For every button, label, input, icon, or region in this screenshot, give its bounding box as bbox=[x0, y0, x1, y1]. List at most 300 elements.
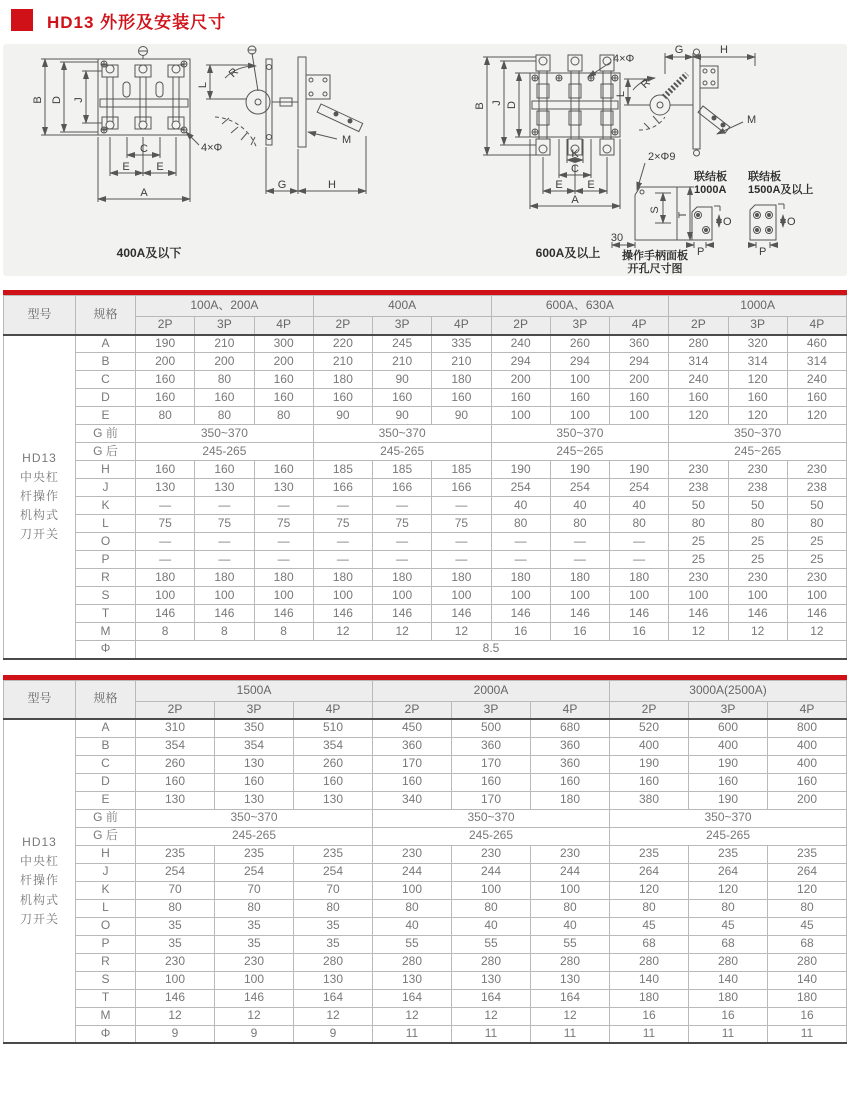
value-cell: 400 bbox=[768, 755, 847, 773]
value-cell: — bbox=[254, 497, 313, 515]
dim-label-L2: L bbox=[615, 90, 627, 98]
spec-cell: K bbox=[76, 497, 136, 515]
value-cell: 230 bbox=[215, 953, 294, 971]
value-cell: 130 bbox=[215, 755, 294, 773]
value-cell: 75 bbox=[195, 515, 254, 533]
value-cell: 120 bbox=[787, 407, 846, 425]
value-cell: 160 bbox=[136, 389, 195, 407]
value-cell: 9 bbox=[215, 1025, 294, 1043]
value-cell: 180 bbox=[491, 569, 550, 587]
value-cell: 400 bbox=[768, 737, 847, 755]
value-cell: 11 bbox=[689, 1025, 768, 1043]
header-pole-count: 4P bbox=[254, 317, 313, 335]
table-row bbox=[4, 389, 847, 407]
table2-container bbox=[3, 680, 847, 1045]
value-cell: 90 bbox=[373, 407, 432, 425]
spec-cell: P bbox=[76, 935, 136, 953]
model-name-line: 中央杠 bbox=[19, 469, 59, 484]
value-cell: — bbox=[432, 497, 491, 515]
value-cell: 400 bbox=[610, 737, 689, 755]
value-cell: 230 bbox=[787, 461, 846, 479]
value-cell: 25 bbox=[787, 551, 846, 569]
value-cell-group-span: 350~370 bbox=[136, 809, 373, 827]
spec-cell: B bbox=[76, 353, 136, 371]
value-cell: 164 bbox=[373, 989, 452, 1007]
caption-400a: 400A及以下 bbox=[116, 246, 182, 260]
value-cell: 264 bbox=[768, 863, 847, 881]
header-spec: 规格 bbox=[76, 296, 136, 335]
value-cell: — bbox=[136, 497, 195, 515]
value-cell: 12 bbox=[215, 1007, 294, 1025]
dim-label-G2: G bbox=[674, 44, 684, 56]
value-cell: 120 bbox=[728, 407, 787, 425]
value-cell: 520 bbox=[610, 719, 689, 737]
value-cell: 12 bbox=[432, 623, 491, 641]
value-cell: 100 bbox=[550, 371, 609, 389]
spec-cell: C bbox=[76, 371, 136, 389]
dim-label-B2: B bbox=[474, 102, 486, 110]
value-cell: 254 bbox=[550, 479, 609, 497]
value-cell: 12 bbox=[669, 623, 728, 641]
value-cell: 180 bbox=[550, 569, 609, 587]
value-cell: — bbox=[313, 533, 372, 551]
table-row bbox=[4, 845, 847, 863]
table-row bbox=[4, 335, 847, 353]
value-cell: 160 bbox=[452, 773, 531, 791]
value-cell: 120 bbox=[768, 881, 847, 899]
value-cell: 100 bbox=[373, 587, 432, 605]
value-cell: — bbox=[491, 551, 550, 569]
value-cell: 75 bbox=[373, 515, 432, 533]
value-cell: 80 bbox=[689, 899, 768, 917]
dim-label-C: C bbox=[140, 143, 148, 155]
value-cell: 220 bbox=[313, 335, 372, 353]
value-cell: 160 bbox=[373, 773, 452, 791]
value-cell: 40 bbox=[531, 917, 610, 935]
value-cell-group-span: 245-265 bbox=[373, 827, 610, 845]
value-cell: 100 bbox=[531, 881, 610, 899]
value-cell: 180 bbox=[313, 569, 372, 587]
spec-cell: Φ bbox=[76, 641, 136, 659]
value-cell: 146 bbox=[215, 989, 294, 1007]
spec-cell: M bbox=[76, 623, 136, 641]
value-cell: 11 bbox=[610, 1025, 689, 1043]
value-cell: 160 bbox=[195, 389, 254, 407]
value-cell: 146 bbox=[491, 605, 550, 623]
value-cell: 146 bbox=[610, 605, 669, 623]
side-view-400a-dimensions bbox=[206, 65, 366, 194]
value-cell: — bbox=[195, 533, 254, 551]
value-cell: 230 bbox=[787, 569, 846, 587]
header-pole-count: 4P bbox=[294, 701, 373, 719]
value-cell: 160 bbox=[550, 389, 609, 407]
value-cell: 210 bbox=[313, 353, 372, 371]
value-cell: 100 bbox=[215, 971, 294, 989]
value-cell: 16 bbox=[610, 623, 669, 641]
value-cell: 166 bbox=[313, 479, 372, 497]
table-row bbox=[4, 1025, 847, 1043]
value-cell: 35 bbox=[136, 917, 215, 935]
table-row bbox=[4, 791, 847, 809]
value-cell: 244 bbox=[373, 863, 452, 881]
dim-label-O1: O bbox=[723, 216, 732, 228]
value-cell: — bbox=[313, 551, 372, 569]
value-cell: 100 bbox=[195, 587, 254, 605]
side-view-600a-dimensions bbox=[624, 53, 755, 134]
table-row bbox=[4, 407, 847, 425]
table-row bbox=[4, 935, 847, 953]
value-cell: 100 bbox=[550, 407, 609, 425]
handle-panel-cutout-drawing bbox=[612, 163, 694, 248]
spec-cell: T bbox=[76, 989, 136, 1007]
value-cell: 180 bbox=[432, 371, 491, 389]
value-cell: 600 bbox=[689, 719, 768, 737]
value-cell: 75 bbox=[136, 515, 195, 533]
value-cell: — bbox=[373, 533, 432, 551]
value-cell: 354 bbox=[136, 737, 215, 755]
value-cell: 280 bbox=[610, 953, 689, 971]
value-cell: 35 bbox=[215, 935, 294, 953]
header-pole-count: 2P bbox=[136, 317, 195, 335]
connection-plate-1500a-drawing bbox=[750, 204, 784, 248]
value-cell: 166 bbox=[432, 479, 491, 497]
value-cell: 245 bbox=[373, 335, 432, 353]
value-cell: 80 bbox=[136, 899, 215, 917]
value-cell: 360 bbox=[531, 737, 610, 755]
value-cell: 11 bbox=[768, 1025, 847, 1043]
value-cell: 238 bbox=[669, 479, 728, 497]
value-cell: 100 bbox=[373, 881, 452, 899]
value-cell: 230 bbox=[531, 845, 610, 863]
spec-cell: B bbox=[76, 737, 136, 755]
value-cell: 12 bbox=[373, 623, 432, 641]
value-cell: 230 bbox=[373, 845, 452, 863]
value-cell: 280 bbox=[452, 953, 531, 971]
table-row bbox=[4, 479, 847, 497]
value-cell: 260 bbox=[550, 335, 609, 353]
dim-label-L: L bbox=[197, 81, 209, 89]
header-pole-count: 4P bbox=[610, 317, 669, 335]
table-row bbox=[4, 371, 847, 389]
value-cell: 160 bbox=[215, 773, 294, 791]
caption-handle-panel-2: 开孔尺寸图 bbox=[627, 263, 683, 275]
value-cell: 170 bbox=[373, 755, 452, 773]
value-cell: 180 bbox=[313, 371, 372, 389]
value-cell: 130 bbox=[294, 971, 373, 989]
front-view-600a-dimensions bbox=[483, 57, 620, 209]
value-cell: 35 bbox=[294, 917, 373, 935]
value-cell: 680 bbox=[531, 719, 610, 737]
spec-cell: C bbox=[76, 755, 136, 773]
value-cell: 200 bbox=[610, 371, 669, 389]
spec-cell: G 前 bbox=[76, 809, 136, 827]
spec-cell: A bbox=[76, 335, 136, 353]
value-cell: 12 bbox=[373, 1007, 452, 1025]
dim-label-K: K bbox=[571, 148, 579, 160]
header-amp-group: 1000A bbox=[669, 296, 847, 317]
value-cell: 130 bbox=[531, 971, 610, 989]
value-cell: 120 bbox=[689, 881, 768, 899]
value-cell: 40 bbox=[550, 497, 609, 515]
value-cell: 130 bbox=[136, 479, 195, 497]
value-cell: 146 bbox=[787, 605, 846, 623]
value-cell: 240 bbox=[669, 371, 728, 389]
table-row bbox=[4, 773, 847, 791]
value-cell-group-span: 245-265 bbox=[610, 827, 847, 845]
spec-cell: H bbox=[76, 845, 136, 863]
page-title: HD13 外形及安装尺寸 bbox=[47, 12, 227, 32]
value-cell: 190 bbox=[689, 791, 768, 809]
value-cell: 80 bbox=[787, 515, 846, 533]
value-cell: 140 bbox=[610, 971, 689, 989]
value-cell: — bbox=[195, 551, 254, 569]
value-cell: 160 bbox=[136, 371, 195, 389]
dim-label-J: J bbox=[73, 97, 85, 103]
value-cell: 80 bbox=[195, 407, 254, 425]
spec-cell: S bbox=[76, 971, 136, 989]
value-cell: 190 bbox=[550, 461, 609, 479]
header-pole-count: 2P bbox=[610, 701, 689, 719]
value-cell: — bbox=[136, 533, 195, 551]
value-cell: 380 bbox=[610, 791, 689, 809]
value-cell: 300 bbox=[254, 335, 313, 353]
value-cell: 190 bbox=[610, 755, 689, 773]
spec-cell: E bbox=[76, 791, 136, 809]
table-row bbox=[4, 917, 847, 935]
value-cell: — bbox=[610, 533, 669, 551]
header-pole-count: 2P bbox=[313, 317, 372, 335]
value-cell: 8 bbox=[136, 623, 195, 641]
value-cell: 80 bbox=[728, 515, 787, 533]
value-cell: 40 bbox=[610, 497, 669, 515]
value-cell: 200 bbox=[254, 353, 313, 371]
value-cell: 146 bbox=[254, 605, 313, 623]
value-cell: 310 bbox=[136, 719, 215, 737]
spec-cell: G 后 bbox=[76, 827, 136, 845]
value-cell: 200 bbox=[195, 353, 254, 371]
value-cell: 160 bbox=[254, 461, 313, 479]
value-cell: 280 bbox=[689, 953, 768, 971]
dim-label-D2: D bbox=[506, 101, 518, 109]
header-pole-count: 4P bbox=[787, 317, 846, 335]
dim-label-B: B bbox=[32, 96, 44, 104]
value-cell: 16 bbox=[491, 623, 550, 641]
value-cell: 25 bbox=[728, 551, 787, 569]
value-cell: 80 bbox=[452, 899, 531, 917]
value-cell: 80 bbox=[294, 899, 373, 917]
value-cell: 360 bbox=[610, 335, 669, 353]
value-cell: 12 bbox=[294, 1007, 373, 1025]
value-cell-group-span: 350~370 bbox=[136, 425, 314, 443]
value-cell: 100 bbox=[610, 587, 669, 605]
header-amp-group: 100A、200A bbox=[136, 296, 314, 317]
dim-label-O2: O bbox=[787, 216, 796, 228]
header-pole-count: 3P bbox=[728, 317, 787, 335]
caption-600a: 600A及以上 bbox=[535, 246, 601, 260]
value-cell: 164 bbox=[294, 989, 373, 1007]
value-cell: — bbox=[491, 533, 550, 551]
table-row bbox=[4, 899, 847, 917]
value-cell: 50 bbox=[728, 497, 787, 515]
spec-cell: G 前 bbox=[76, 425, 136, 443]
value-cell: 160 bbox=[491, 389, 550, 407]
model-name-cell bbox=[4, 719, 76, 1043]
value-cell: 80 bbox=[531, 899, 610, 917]
table-row bbox=[4, 989, 847, 1007]
value-cell-group-span: 350~370 bbox=[491, 425, 669, 443]
table-row bbox=[4, 719, 847, 737]
value-cell: 40 bbox=[373, 917, 452, 935]
table-row bbox=[4, 551, 847, 569]
value-cell: 90 bbox=[432, 407, 491, 425]
spec-cell: J bbox=[76, 479, 136, 497]
value-cell: — bbox=[313, 497, 372, 515]
value-cell: — bbox=[254, 551, 313, 569]
value-cell: 280 bbox=[768, 953, 847, 971]
header-pole-count: 2P bbox=[373, 701, 452, 719]
value-cell: 100 bbox=[491, 407, 550, 425]
value-cell: 80 bbox=[768, 899, 847, 917]
value-cell-full-span: 8.5 bbox=[136, 641, 847, 659]
value-cell: — bbox=[254, 533, 313, 551]
table-row bbox=[4, 461, 847, 479]
model-name-line: 中央杠 bbox=[19, 854, 59, 869]
value-cell: — bbox=[195, 497, 254, 515]
value-cell: 130 bbox=[294, 791, 373, 809]
header-pole-count: 3P bbox=[689, 701, 768, 719]
side-view-600a bbox=[633, 49, 730, 156]
value-cell-group-span: 350~370 bbox=[669, 425, 847, 443]
value-cell: 240 bbox=[787, 371, 846, 389]
value-cell: 130 bbox=[254, 479, 313, 497]
value-cell: — bbox=[610, 551, 669, 569]
dimension-table-100a-1000a bbox=[3, 295, 847, 660]
value-cell: 264 bbox=[689, 863, 768, 881]
spec-cell: D bbox=[76, 389, 136, 407]
value-cell-group-span: 350~370 bbox=[313, 425, 491, 443]
value-cell: 160 bbox=[531, 773, 610, 791]
value-cell: 500 bbox=[452, 719, 531, 737]
value-cell: 235 bbox=[294, 845, 373, 863]
front-view-400a bbox=[98, 47, 190, 136]
value-cell: 80 bbox=[550, 515, 609, 533]
value-cell: 180 bbox=[689, 989, 768, 1007]
spec-cell: H bbox=[76, 461, 136, 479]
value-cell: 80 bbox=[136, 407, 195, 425]
value-cell: 230 bbox=[136, 953, 215, 971]
value-cell: 130 bbox=[195, 479, 254, 497]
value-cell: 140 bbox=[768, 971, 847, 989]
value-cell: 254 bbox=[294, 863, 373, 881]
value-cell: 130 bbox=[373, 971, 452, 989]
value-cell: 16 bbox=[689, 1007, 768, 1025]
spec-cell: A bbox=[76, 719, 136, 737]
value-cell: 11 bbox=[452, 1025, 531, 1043]
value-cell: 190 bbox=[610, 461, 669, 479]
side-view-400a bbox=[215, 46, 363, 149]
title-marker-square bbox=[11, 9, 33, 31]
drawing-panel bbox=[3, 44, 847, 276]
value-cell: 354 bbox=[215, 737, 294, 755]
table-row bbox=[4, 497, 847, 515]
value-cell: 160 bbox=[373, 389, 432, 407]
value-cell: 235 bbox=[136, 845, 215, 863]
dim-label-30: 30 bbox=[610, 232, 624, 244]
value-cell: 230 bbox=[728, 461, 787, 479]
value-cell: 180 bbox=[254, 569, 313, 587]
table-row bbox=[4, 971, 847, 989]
header-amp-group: 2000A bbox=[373, 680, 610, 701]
plate1000-title-1: 联结板 bbox=[694, 171, 727, 183]
value-cell: 55 bbox=[452, 935, 531, 953]
value-cell: 170 bbox=[452, 791, 531, 809]
value-cell: 254 bbox=[215, 863, 294, 881]
value-cell: 160 bbox=[432, 389, 491, 407]
value-cell: 40 bbox=[452, 917, 531, 935]
header-pole-count: 3P bbox=[215, 701, 294, 719]
header-pole-count: 2P bbox=[136, 701, 215, 719]
left-drawing-labels bbox=[32, 66, 351, 260]
value-cell: 55 bbox=[373, 935, 452, 953]
value-cell: 160 bbox=[728, 389, 787, 407]
value-cell: 120 bbox=[728, 371, 787, 389]
value-cell: 230 bbox=[452, 845, 531, 863]
value-cell: 238 bbox=[787, 479, 846, 497]
value-cell: 354 bbox=[294, 737, 373, 755]
value-cell: 160 bbox=[768, 773, 847, 791]
value-cell-group-span: 245-265 bbox=[136, 443, 314, 461]
value-cell: 146 bbox=[136, 989, 215, 1007]
spec-cell: M bbox=[76, 1007, 136, 1025]
value-cell: 180 bbox=[432, 569, 491, 587]
dim-label-H2: H bbox=[720, 44, 728, 56]
value-cell: 235 bbox=[768, 845, 847, 863]
header-amp-group: 600A、630A bbox=[491, 296, 669, 317]
page-header bbox=[3, 0, 847, 40]
value-cell-group-span: 350~370 bbox=[373, 809, 610, 827]
model-name-cell bbox=[4, 335, 76, 659]
value-cell-group-span: 245~265 bbox=[669, 443, 847, 461]
table-row bbox=[4, 515, 847, 533]
model-name-line: 杆操作 bbox=[19, 873, 59, 888]
value-cell: 25 bbox=[728, 533, 787, 551]
value-cell: 80 bbox=[195, 371, 254, 389]
value-cell: — bbox=[136, 551, 195, 569]
value-cell: 240 bbox=[491, 335, 550, 353]
value-cell: 180 bbox=[136, 569, 195, 587]
value-cell: 260 bbox=[136, 755, 215, 773]
value-cell: 146 bbox=[728, 605, 787, 623]
value-cell: 55 bbox=[531, 935, 610, 953]
value-cell: 264 bbox=[610, 863, 689, 881]
table-row bbox=[4, 569, 847, 587]
dimension-drawings bbox=[3, 44, 847, 276]
value-cell: 146 bbox=[313, 605, 372, 623]
value-cell: 230 bbox=[728, 569, 787, 587]
value-cell: 80 bbox=[669, 515, 728, 533]
value-cell: 146 bbox=[550, 605, 609, 623]
value-cell: 100 bbox=[136, 587, 195, 605]
dim-label-R2: R bbox=[638, 76, 653, 91]
value-cell: 146 bbox=[373, 605, 432, 623]
dimension-table-1500a-3000a bbox=[3, 680, 847, 1045]
value-cell: 50 bbox=[669, 497, 728, 515]
dim-label-M: M bbox=[342, 134, 352, 146]
dim-label-holes2: 4×Φ bbox=[613, 53, 635, 65]
value-cell: 80 bbox=[610, 899, 689, 917]
dim-label-A: A bbox=[140, 187, 148, 199]
value-cell: 100 bbox=[452, 881, 531, 899]
